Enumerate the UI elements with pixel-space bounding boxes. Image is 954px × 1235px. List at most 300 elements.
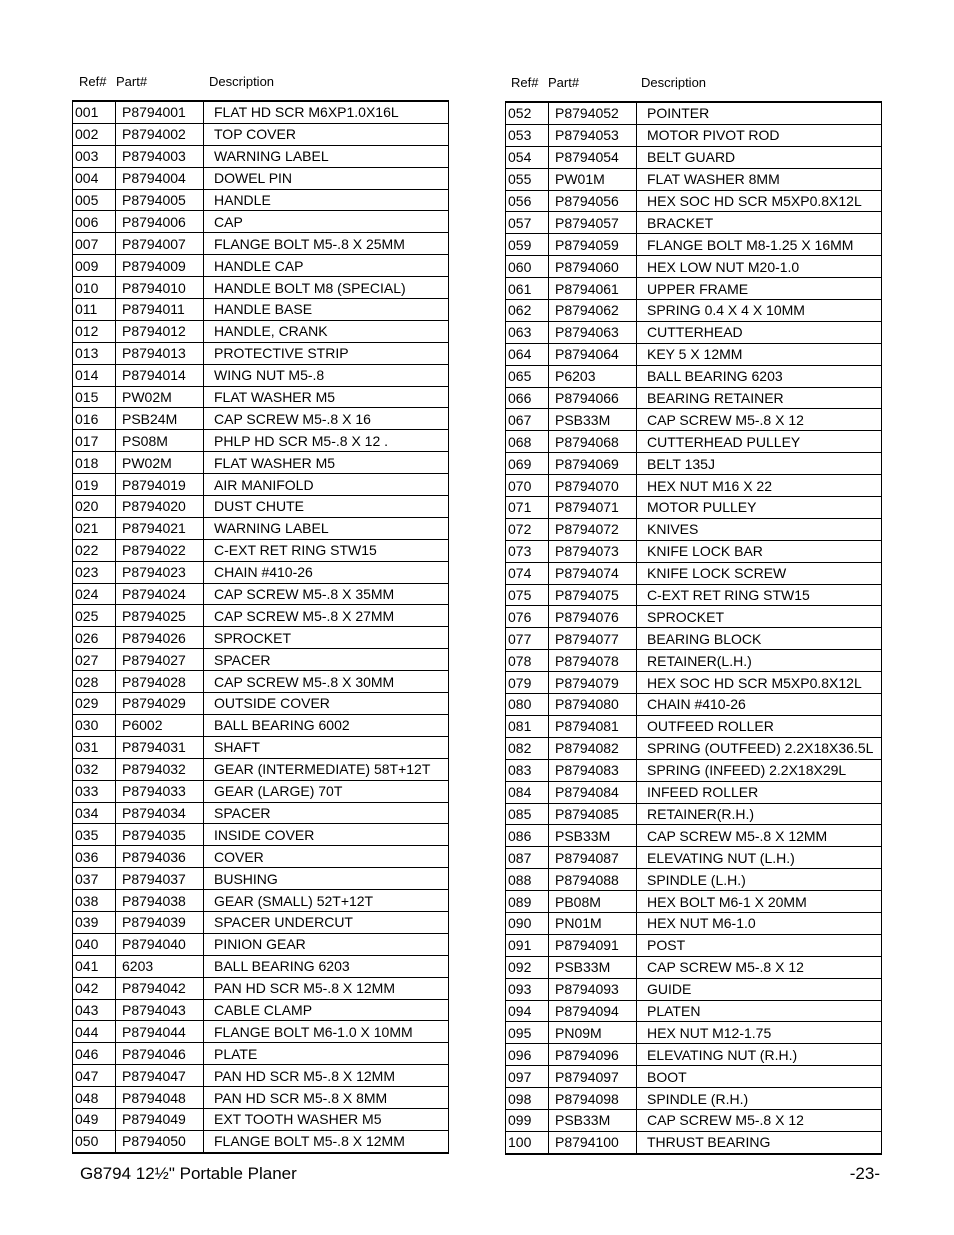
description-cell: PAN HD SCR M5-.8 X 12MM <box>204 1065 449 1087</box>
description-cell: FLANGE BOLT M8-1.25 X 16MM <box>637 234 882 256</box>
table-row <box>506 650 882 672</box>
table-row <box>506 912 882 934</box>
description-cell: PLATE <box>204 1043 449 1065</box>
ref-cell: 042 <box>73 977 116 999</box>
table-row <box>506 584 882 606</box>
table-row <box>73 780 449 802</box>
part-number-cell: P8794075 <box>549 584 637 606</box>
ref-cell: 060 <box>506 256 549 278</box>
description-cell: HEX BOLT M6-1 X 20MM <box>637 891 882 913</box>
ref-cell: 064 <box>506 343 549 365</box>
ref-cell: 071 <box>506 497 549 519</box>
table-row <box>73 627 449 649</box>
ref-cell: 013 <box>73 342 116 364</box>
table-row <box>73 868 449 890</box>
ref-cell: 005 <box>73 189 116 211</box>
ref-cell: 075 <box>506 584 549 606</box>
part-number-cell: P8794100 <box>549 1131 637 1153</box>
description-cell: FLAT WASHER M5 <box>204 386 449 408</box>
ref-cell: 026 <box>73 627 116 649</box>
description-cell: SPACER <box>204 649 449 671</box>
description-cell: TOP COVER <box>204 123 449 145</box>
description-cell: CAP <box>204 211 449 233</box>
part-number-cell: P8794004 <box>116 167 204 189</box>
table-row <box>73 671 449 693</box>
ref-cell: 098 <box>506 1088 549 1110</box>
part-number-cell: P8794071 <box>549 497 637 519</box>
table-row <box>73 758 449 780</box>
ref-cell: 055 <box>506 168 549 190</box>
table-row <box>73 736 449 758</box>
table-row <box>506 1109 882 1131</box>
part-number-cell: P8794079 <box>549 672 637 694</box>
ref-cell: 031 <box>73 736 116 758</box>
ref-cell: 004 <box>73 167 116 189</box>
ref-cell: 034 <box>73 802 116 824</box>
ref-cell: 023 <box>73 561 116 583</box>
ref-cell: 065 <box>506 365 549 387</box>
ref-cell: 078 <box>506 650 549 672</box>
table-row <box>506 737 882 759</box>
table-row <box>506 978 882 1000</box>
part-number-cell: P8794033 <box>116 780 204 802</box>
ref-cell: 070 <box>506 475 549 497</box>
table-row <box>73 211 449 233</box>
ref-cell: 002 <box>73 123 116 145</box>
page-number: -23- <box>849 1164 880 1183</box>
description-cell: C-EXT RET RING STW15 <box>204 539 449 561</box>
table-row <box>73 364 449 386</box>
ref-cell: 084 <box>506 781 549 803</box>
ref-cell: 081 <box>506 715 549 737</box>
ref-cell: 027 <box>73 649 116 671</box>
ref-cell: 015 <box>73 386 116 408</box>
table-row <box>73 386 449 408</box>
description-cell: FLANGE BOLT M6-1.0 X 10MM <box>204 1021 449 1043</box>
part-number-cell: P8794063 <box>549 321 637 343</box>
ref-cell: 053 <box>506 124 549 146</box>
description-cell: AIR MANIFOLD <box>204 474 449 496</box>
description-cell: CAP SCREW M5-.8 X 16 <box>204 408 449 430</box>
part-number-cell: PB08M <box>549 891 637 913</box>
part-number-cell: P8794027 <box>116 649 204 671</box>
table-row <box>506 1088 882 1110</box>
description-cell: BALL BEARING 6002 <box>204 714 449 736</box>
ref-cell: 091 <box>506 934 549 956</box>
table-row <box>73 955 449 977</box>
description-cell: INSIDE COVER <box>204 824 449 846</box>
table-row <box>506 869 882 891</box>
part-number-cell: P8794025 <box>116 605 204 627</box>
table-row <box>73 824 449 846</box>
ref-cell: 088 <box>506 869 549 891</box>
part-number-cell: PW02M <box>116 386 204 408</box>
part-number-cell: P8794021 <box>116 517 204 539</box>
description-cell: RETAINER(R.H.) <box>637 803 882 825</box>
table-row <box>73 101 449 123</box>
part-number-cell: P8794068 <box>549 431 637 453</box>
part-number-cell: P8794069 <box>549 453 637 475</box>
table-row <box>73 299 449 321</box>
part-number-cell: P8794064 <box>549 343 637 365</box>
description-cell: SPACER UNDERCUT <box>204 911 449 933</box>
ref-cell: 099 <box>506 1109 549 1131</box>
description-cell: HANDLE BOLT M8 (SPECIAL) <box>204 277 449 299</box>
description-cell: KNIVES <box>637 518 882 540</box>
part-number-cell: P8794077 <box>549 628 637 650</box>
ref-cell: 048 <box>73 1087 116 1109</box>
description-cell: BRACKET <box>637 212 882 234</box>
table-row <box>506 431 882 453</box>
part-number-cell: P8794036 <box>116 846 204 868</box>
part-number-cell: P8794029 <box>116 693 204 715</box>
part-number-cell: P8794046 <box>116 1043 204 1065</box>
table-row <box>73 233 449 255</box>
table-row <box>73 430 449 452</box>
ref-cell: 036 <box>73 846 116 868</box>
part-number-cell: P8794044 <box>116 1021 204 1043</box>
description-cell: HEX NUT M16 X 22 <box>637 475 882 497</box>
table-row <box>73 649 449 671</box>
table-row <box>73 999 449 1021</box>
table-row <box>73 933 449 955</box>
ref-cell: 035 <box>73 824 116 846</box>
part-number-cell: P6002 <box>116 714 204 736</box>
ref-cell: 069 <box>506 453 549 475</box>
ref-cell: 017 <box>73 430 116 452</box>
description-cell: GEAR (SMALL) 52T+12T <box>204 890 449 912</box>
description-cell: HEX SOC HD SCR M5XP0.8X12L <box>637 672 882 694</box>
table-row <box>73 167 449 189</box>
parts-table-left <box>72 100 449 1154</box>
parts-table-right <box>505 101 882 1155</box>
description-cell: ELEVATING NUT (R.H.) <box>637 1044 882 1066</box>
table-row <box>506 540 882 562</box>
table-row <box>506 278 882 300</box>
table-row <box>73 474 449 496</box>
description-cell: CAP SCREW M5-.8 X 35MM <box>204 583 449 605</box>
ref-cell: 079 <box>506 672 549 694</box>
ref-cell: 087 <box>506 847 549 869</box>
part-number-cell: P8794082 <box>549 737 637 759</box>
description-cell: PINION GEAR <box>204 933 449 955</box>
table-row <box>73 561 449 583</box>
ref-cell: 009 <box>73 255 116 277</box>
ref-cell: 062 <box>506 300 549 322</box>
part-number-cell: P8794034 <box>116 802 204 824</box>
table-row <box>506 628 882 650</box>
table-row <box>506 825 882 847</box>
description-cell: BOOT <box>637 1066 882 1088</box>
description-cell: MOTOR PULLEY <box>637 497 882 519</box>
table-row <box>73 539 449 561</box>
part-number-cell: PS08M <box>116 430 204 452</box>
ref-cell: 083 <box>506 759 549 781</box>
part-number-cell: P8794097 <box>549 1066 637 1088</box>
part-number-cell: P8794043 <box>116 999 204 1021</box>
description-cell: C-EXT RET RING STW15 <box>637 584 882 606</box>
description-cell: FLAT HD SCR M6XP1.0X16L <box>204 101 449 123</box>
description-cell: HANDLE <box>204 189 449 211</box>
table-row <box>506 102 882 124</box>
description-cell: KNIFE LOCK BAR <box>637 540 882 562</box>
table-row <box>506 672 882 694</box>
description-cell: CAP SCREW M5-.8 X 12 <box>637 1109 882 1131</box>
ref-cell: 056 <box>506 190 549 212</box>
left-header-ref: Ref# <box>79 74 107 89</box>
part-number-cell: P8794002 <box>116 123 204 145</box>
description-cell: OUTSIDE COVER <box>204 693 449 715</box>
part-number-cell: P8794014 <box>116 364 204 386</box>
description-cell: WARNING LABEL <box>204 517 449 539</box>
table-row <box>73 145 449 167</box>
description-cell: BUSHING <box>204 868 449 890</box>
description-cell: HEX LOW NUT M20-1.0 <box>637 256 882 278</box>
description-cell: POST <box>637 934 882 956</box>
description-cell: PLATEN <box>637 1000 882 1022</box>
description-cell: GEAR (LARGE) 70T <box>204 780 449 802</box>
ref-cell: 044 <box>73 1021 116 1043</box>
table-row <box>506 256 882 278</box>
table-row <box>506 562 882 584</box>
table-row <box>73 1065 449 1087</box>
description-cell: CAP SCREW M5-.8 X 27MM <box>204 605 449 627</box>
part-number-cell: P8794047 <box>116 1065 204 1087</box>
ref-cell: 068 <box>506 431 549 453</box>
part-number-cell: PSB33M <box>549 956 637 978</box>
part-number-cell: P8794003 <box>116 145 204 167</box>
part-number-cell: P8794020 <box>116 496 204 518</box>
table-row <box>506 387 882 409</box>
description-cell: SHAFT <box>204 736 449 758</box>
part-number-cell: P8794019 <box>116 474 204 496</box>
ref-cell: 092 <box>506 956 549 978</box>
description-cell: CHAIN #410-26 <box>204 561 449 583</box>
ref-cell: 072 <box>506 518 549 540</box>
description-cell: HEX SOC HD SCR M5XP0.8X12L <box>637 190 882 212</box>
part-number-cell: P8794088 <box>549 869 637 891</box>
description-cell: PROTECTIVE STRIP <box>204 342 449 364</box>
part-number-cell: PSB33M <box>549 1109 637 1131</box>
footer-title: G8794 12½" Portable Planer <box>80 1164 297 1183</box>
table-row <box>73 1130 449 1152</box>
ref-cell: 093 <box>506 978 549 1000</box>
table-row <box>73 846 449 868</box>
description-cell: WARNING LABEL <box>204 145 449 167</box>
description-cell: SPINDLE (L.H.) <box>637 869 882 891</box>
part-number-cell: P8794049 <box>116 1108 204 1130</box>
ref-cell: 022 <box>73 539 116 561</box>
description-cell: EXT TOOTH WASHER M5 <box>204 1108 449 1130</box>
table-row <box>506 1131 882 1153</box>
part-number-cell: P8794062 <box>549 300 637 322</box>
description-cell: PAN HD SCR M5-.8 X 8MM <box>204 1087 449 1109</box>
table-row <box>506 168 882 190</box>
part-number-cell: P8794096 <box>549 1044 637 1066</box>
table-row <box>73 911 449 933</box>
table-row <box>73 342 449 364</box>
ref-cell: 082 <box>506 737 549 759</box>
ref-cell: 001 <box>73 101 116 123</box>
table-row <box>73 1043 449 1065</box>
part-number-cell: P8794022 <box>116 539 204 561</box>
description-cell: FLANGE BOLT M5-.8 X 25MM <box>204 233 449 255</box>
left-header-desc: Description <box>209 74 275 89</box>
ref-cell: 096 <box>506 1044 549 1066</box>
description-cell: RETAINER(L.H.) <box>637 650 882 672</box>
description-cell: HANDLE BASE <box>204 299 449 321</box>
description-cell: INFEED ROLLER <box>637 781 882 803</box>
description-cell: ELEVATING NUT (L.H.) <box>637 847 882 869</box>
table-row <box>506 190 882 212</box>
part-number-cell: P8794023 <box>116 561 204 583</box>
ref-cell: 033 <box>73 780 116 802</box>
description-cell: DOWEL PIN <box>204 167 449 189</box>
description-cell: BELT GUARD <box>637 146 882 168</box>
part-number-cell: PN09M <box>549 1022 637 1044</box>
part-number-cell: PN01M <box>549 912 637 934</box>
right-header-desc: Description <box>641 75 707 90</box>
table-row <box>506 234 882 256</box>
ref-cell: 038 <box>73 890 116 912</box>
part-number-cell: PW02M <box>116 452 204 474</box>
description-cell: CABLE CLAMP <box>204 999 449 1021</box>
part-number-cell: P8794050 <box>116 1130 204 1152</box>
table-row <box>73 583 449 605</box>
part-number-cell: PSB33M <box>549 409 637 431</box>
description-cell: HEX NUT M6-1.0 <box>637 912 882 934</box>
ref-cell: 012 <box>73 320 116 342</box>
ref-cell: 074 <box>506 562 549 584</box>
part-number-cell: P8794076 <box>549 606 637 628</box>
description-cell: POINTER <box>637 102 882 124</box>
ref-cell: 085 <box>506 803 549 825</box>
table-row <box>506 715 882 737</box>
table-row <box>73 255 449 277</box>
table-row <box>506 497 882 519</box>
description-cell: GUIDE <box>637 978 882 1000</box>
ref-cell: 028 <box>73 671 116 693</box>
part-number-cell: P8794083 <box>549 759 637 781</box>
part-number-cell: P8794009 <box>116 255 204 277</box>
part-number-cell: P8794081 <box>549 715 637 737</box>
part-number-cell: 6203 <box>116 955 204 977</box>
part-number-cell: P8794011 <box>116 299 204 321</box>
table-row <box>506 1000 882 1022</box>
table-row <box>506 321 882 343</box>
description-cell: CUTTERHEAD PULLEY <box>637 431 882 453</box>
description-cell: PAN HD SCR M5-.8 X 12MM <box>204 977 449 999</box>
ref-cell: 100 <box>506 1131 549 1153</box>
description-cell: SPINDLE (R.H.) <box>637 1088 882 1110</box>
ref-cell: 010 <box>73 277 116 299</box>
table-row <box>506 343 882 365</box>
description-cell: SPROCKET <box>637 606 882 628</box>
part-number-cell: P8794061 <box>549 278 637 300</box>
part-number-cell: P8794091 <box>549 934 637 956</box>
ref-cell: 090 <box>506 912 549 934</box>
description-cell: CAP SCREW M5-.8 X 12MM <box>637 825 882 847</box>
part-number-cell: P8794037 <box>116 868 204 890</box>
part-number-cell: P8794074 <box>549 562 637 584</box>
ref-cell: 039 <box>73 911 116 933</box>
description-cell: PHLP HD SCR M5-.8 X 12 . <box>204 430 449 452</box>
description-cell: BEARING RETAINER <box>637 387 882 409</box>
description-cell: COVER <box>204 846 449 868</box>
description-cell: CHAIN #410-26 <box>637 694 882 716</box>
description-cell: CUTTERHEAD <box>637 321 882 343</box>
part-number-cell: P8794054 <box>549 146 637 168</box>
ref-cell: 080 <box>506 694 549 716</box>
ref-cell: 007 <box>73 233 116 255</box>
part-number-cell: P8794012 <box>116 320 204 342</box>
description-cell: WING NUT M5-.8 <box>204 364 449 386</box>
part-number-cell: P8794087 <box>549 847 637 869</box>
part-number-cell: P8794070 <box>549 475 637 497</box>
table-row <box>73 496 449 518</box>
description-cell: CAP SCREW M5-.8 X 12 <box>637 956 882 978</box>
table-row <box>506 781 882 803</box>
table-row <box>506 365 882 387</box>
right-header-part: Part# <box>548 75 580 90</box>
ref-cell: 043 <box>73 999 116 1021</box>
part-number-cell: P8794059 <box>549 234 637 256</box>
description-cell: SPRING (INFEED) 2.2X18X29L <box>637 759 882 781</box>
ref-cell: 029 <box>73 693 116 715</box>
table-row <box>73 605 449 627</box>
ref-cell: 059 <box>506 234 549 256</box>
table-row <box>506 409 882 431</box>
part-number-cell: P8794094 <box>549 1000 637 1022</box>
table-row <box>506 759 882 781</box>
description-cell: THRUST BEARING <box>637 1131 882 1153</box>
part-number-cell: P8794098 <box>549 1088 637 1110</box>
table-row <box>73 123 449 145</box>
ref-cell: 073 <box>506 540 549 562</box>
part-number-cell: PSB24M <box>116 408 204 430</box>
table-row <box>73 320 449 342</box>
part-number-cell: P8794005 <box>116 189 204 211</box>
description-cell: DUST CHUTE <box>204 496 449 518</box>
part-number-cell: P8794080 <box>549 694 637 716</box>
part-number-cell: P8794042 <box>116 977 204 999</box>
ref-cell: 077 <box>506 628 549 650</box>
table-row <box>73 189 449 211</box>
table-row <box>506 453 882 475</box>
ref-cell: 018 <box>73 452 116 474</box>
part-number-cell: PSB33M <box>549 825 637 847</box>
description-cell: SPRING 0.4 X 4 X 10MM <box>637 300 882 322</box>
part-number-cell: P8794040 <box>116 933 204 955</box>
description-cell: KEY 5 X 12MM <box>637 343 882 365</box>
description-cell: SPACER <box>204 802 449 824</box>
ref-cell: 046 <box>73 1043 116 1065</box>
ref-cell: 086 <box>506 825 549 847</box>
table-row <box>73 802 449 824</box>
table-row <box>506 1022 882 1044</box>
table-row <box>73 693 449 715</box>
part-number-cell: P8794032 <box>116 758 204 780</box>
description-cell: HANDLE CAP <box>204 255 449 277</box>
ref-cell: 097 <box>506 1066 549 1088</box>
right-header-ref: Ref# <box>511 75 539 90</box>
table-row <box>506 124 882 146</box>
ref-cell: 003 <box>73 145 116 167</box>
ref-cell: 054 <box>506 146 549 168</box>
part-number-cell: P8794013 <box>116 342 204 364</box>
table-row <box>73 1021 449 1043</box>
table-row <box>506 847 882 869</box>
